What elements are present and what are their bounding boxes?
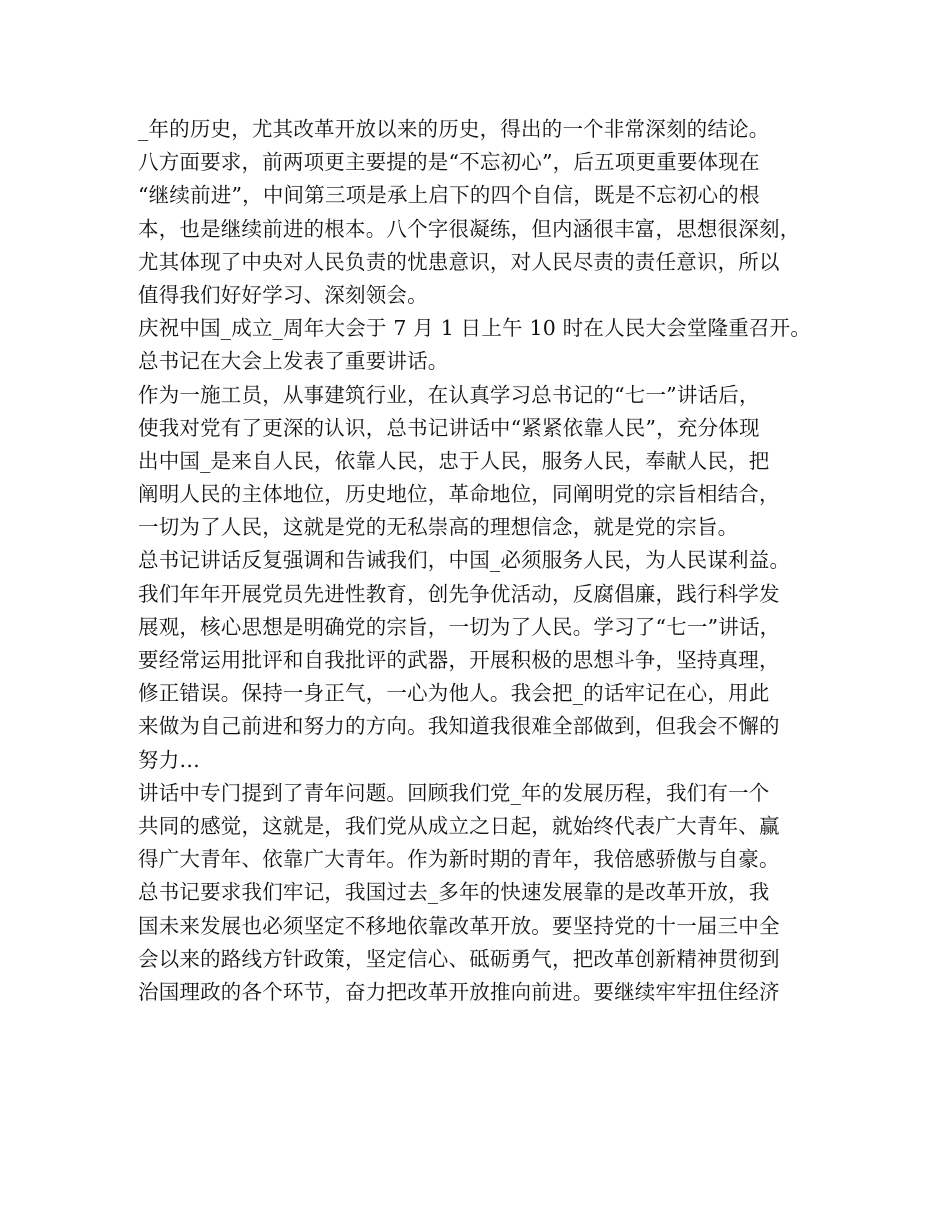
text-line: 尤其体现了中央对人民负责的忧患意识，对人民尽责的责任意识，所以 bbox=[138, 249, 780, 274]
text-line: 国未来发展也必须坚定不移地依靠改革开放。要坚持党的十一届三中全 bbox=[138, 913, 780, 938]
text-line: 修正错误。保持一身正气，一心为他人。我会把_的话牢记在心，用此 bbox=[138, 681, 770, 706]
text-line: 庆祝中国_成立_周年大会于 7 月 1 日上午 10 时在人民大会堂隆重召开。 bbox=[138, 316, 812, 341]
text-line: 共同的感觉，这就是，我们党从成立之日起，就始终代表广大青年、赢 bbox=[138, 813, 780, 838]
text-line: 总书记要求我们牢记，我国过去_多年的快速发展靠的是改革开放，我 bbox=[138, 880, 770, 905]
text-line: 总书记在大会上发表了重要讲话。 bbox=[138, 349, 449, 374]
text-line: 展观，核心思想是明确党的宗旨，一切为了人民。学习了“七一”讲话， bbox=[138, 614, 781, 639]
text-line: 出中国_是来自人民，依靠人民，忠于人民，服务人民，奉献人民，把 bbox=[138, 448, 770, 473]
text-line: 我们年年开展党员先进性教育，创先争优活动，反腐倡廉，践行科学发 bbox=[138, 581, 780, 606]
text-line: 一切为了人民，这就是党的无私崇高的理想信念，就是党的宗旨。 bbox=[138, 515, 739, 540]
text-line: 会以来的路线方针政策，坚定信心、砥砺勇气，把改革创新精神贯彻到 bbox=[138, 946, 780, 971]
text-line: 作为一施工员，从事建筑行业，在认真学习总书记的“七一”讲话后， bbox=[138, 382, 760, 407]
text-line: 得广大青年、依靠广大青年。作为新时期的青年，我倍感骄傲与自豪。 bbox=[138, 847, 780, 872]
text-line: 使我对党有了更深的认识，总书记讲话中“紧紧依靠人民”，充分体现 bbox=[138, 415, 760, 440]
text-line: 努力… bbox=[138, 747, 201, 772]
text-line: 总书记讲话反复强调和告诫我们，中国_必须服务人民，为人民谋利益。 bbox=[138, 548, 791, 573]
text-line: 值得我们好好学习、深刻领会。 bbox=[138, 282, 428, 307]
text-line: 治国理政的各个环节，奋力把改革开放推向前进。要继续牢牢扭住经济 bbox=[138, 979, 780, 1004]
text-line: 本，也是继续前进的根本。八个字很凝练，但内涵很丰富，思想很深刻， bbox=[138, 216, 801, 241]
text-line: _年的历史，尤其改革开放以来的历史，得出的一个非常深刻的结论。 bbox=[138, 117, 770, 141]
text-line: 阐明人民的主体地位，历史地位，革命地位，同阐明党的宗旨相结合， bbox=[138, 482, 780, 507]
text-line: 八方面要求，前两项更主要提的是“不忘初心”，后五项更重要体现在 bbox=[138, 150, 760, 175]
body-text bbox=[138, 113, 838, 1009]
text-line: 讲话中专门提到了青年问题。回顾我们党_年的发展历程，我们有一个 bbox=[138, 780, 770, 805]
text-line: “继续前进”，中间第三项是承上启下的四个自信，既是不忘初心的根 bbox=[138, 183, 760, 208]
text-line: 来做为自己前进和努力的方向。我知道我很难全部做到，但我会不懈的 bbox=[138, 714, 780, 739]
text-line: 要经常运用批评和自我批评的武器，开展积极的思想斗争，坚持真理， bbox=[138, 648, 780, 672]
